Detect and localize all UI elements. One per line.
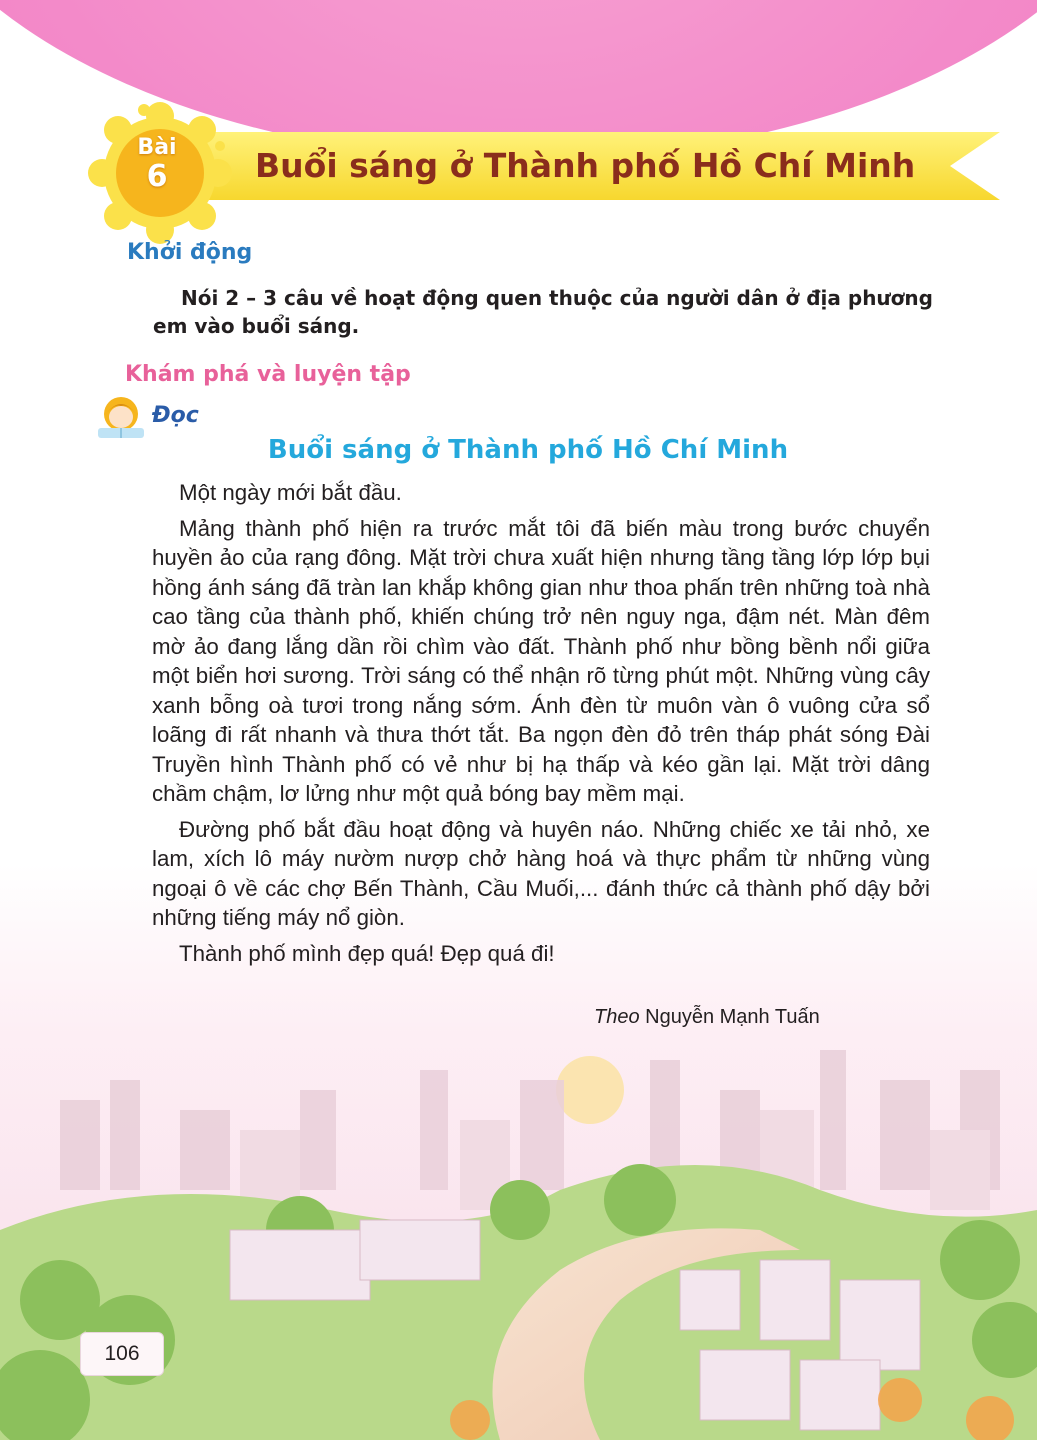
prompt-line-2: em vào buổi sáng. (153, 314, 360, 338)
lesson-label: Bài (137, 135, 177, 160)
lesson-title: Buổi sáng ở Thành phố Hồ Chí Minh (255, 146, 916, 185)
lesson-banner (150, 128, 1010, 204)
story-title: Buổi sáng ở Thành phố Hồ Chí Minh (267, 435, 789, 465)
reading-label: Đọc (152, 403, 199, 428)
city-skyline-illustration (0, 1040, 1037, 1440)
lesson-number: 6 (146, 159, 168, 194)
warmup-prompt (153, 284, 933, 340)
badge-text (82, 136, 232, 194)
story-paragraph: Thành phố mình đẹp quá! Đẹp quá đi! (179, 940, 555, 966)
story-paragraph: Đường phố bắt đầu hoạt động và huyên náo. Những chiếc xe tải nhỏ, xe lam, xích lô máy nườm nượp chở hàng hoá và thực phẩm từ những vùng ngoại ô về các chợ Bến Thành, Cầu Muối,... đánh thức cả thành phố dậy bởi những tiếng máy nổ giòn. (152, 816, 930, 930)
author-prefix: Theo (594, 1006, 640, 1028)
story-paragraph: Một ngày mới bắt đầu. (179, 480, 402, 505)
story-paragraph: Mảng thành phố hiện ra trước mắt tôi đã biến màu trong bước chuyển huyền ảo của rạng đông. Mặt trời chưa xuất hiện nhưng tầng tầng lớp lớp bụi hồng ánh sáng đã tràn lan khắp không gian như thoa phấn trên những toà nhà cao tầng của thành phố, khiến chúng trở nên nguy nga, đậm nét. Màn đêm mờ ảo đang lắng dần rồi chìm vào đất. Thành phố như bồng bềnh nổi giữa một biển hơi sương. Trời sáng có thể nhận rõ từng phút một. Những vùng cây xanh bỗng oà tươi trong nắng sớm. Ánh đèn từ muôn vàn ô vuông cửa sổ loãng đi rất nhanh và thưa thớt tắt. Ba ngọn đèn đỏ trên tháp phát sóng Đài Truyền hình Thành phố có vẻ như bị hạ thấp và kéo gần lại. Mặt trời dâng chầm chậm, lơ lửng như một quả bóng bay mềm mại. (152, 515, 930, 806)
page-number: 106 (80, 1332, 164, 1376)
story-body (152, 478, 930, 974)
explore-heading: Khám phá và luyện tập (125, 362, 411, 387)
lesson-badge (82, 98, 238, 248)
author-credit (594, 1006, 820, 1029)
author-name: Nguyễn Mạnh Tuấn (645, 1006, 820, 1028)
prompt-line-1: Nói 2 – 3 câu về hoạt động quen thuộc của người dân ở địa phương (181, 286, 933, 310)
warmup-heading: Khởi động (127, 240, 253, 265)
